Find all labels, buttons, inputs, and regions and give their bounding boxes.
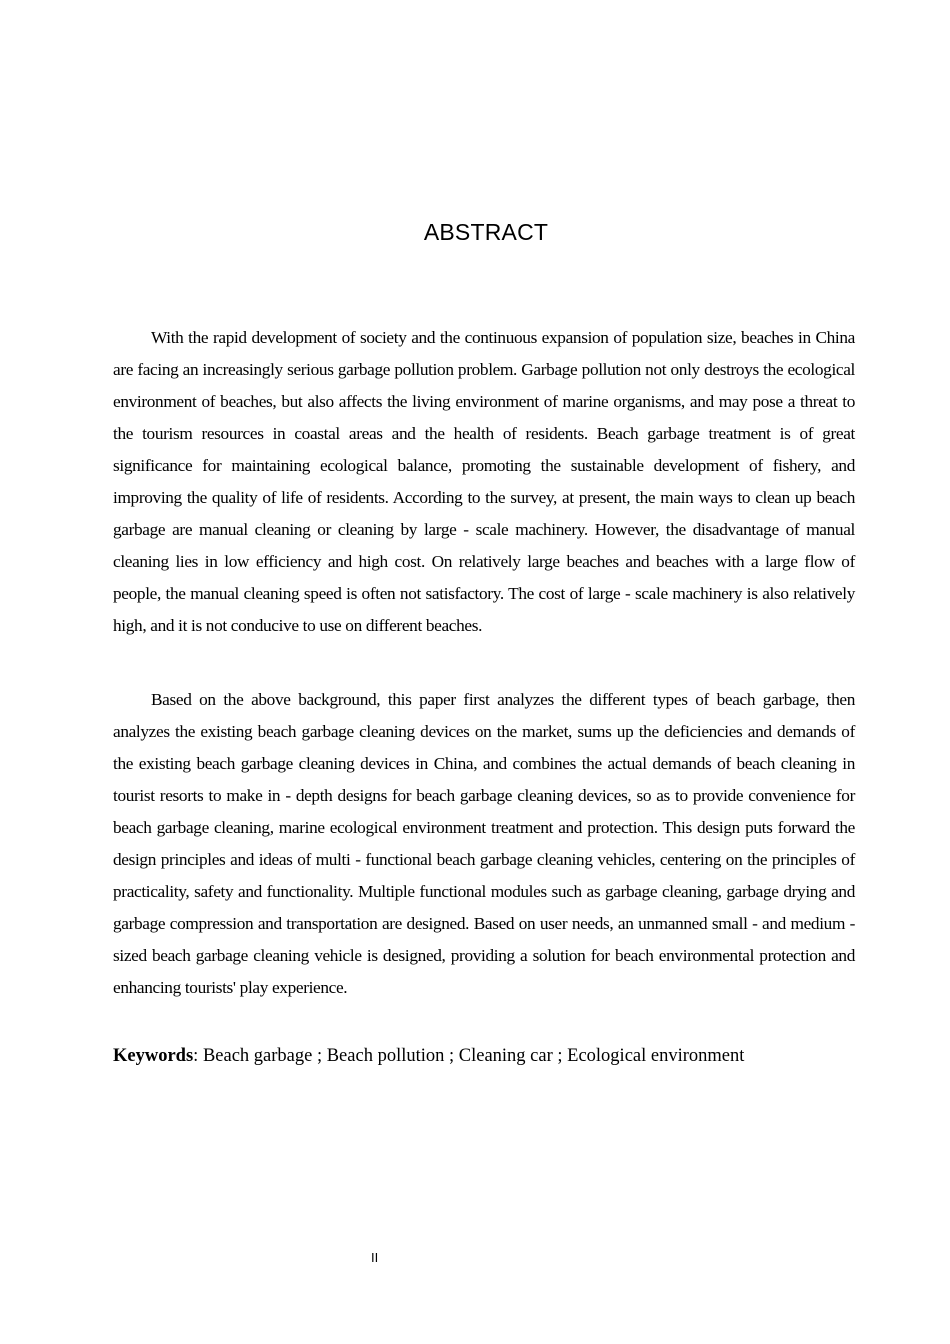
abstract-title: ABSTRACT	[423, 219, 549, 245]
keywords-separator: :	[193, 1046, 203, 1066]
keywords-line	[113, 1042, 744, 1070]
keywords-label: Keywords	[113, 1046, 194, 1066]
page-number: II	[371, 1250, 379, 1265]
abstract-paragraph-1: With the rapid development of society and the continuous expansion of population size, beaches in China are facing an increasingly serious garbage pollution problem. Garbage pollution not only destroys the ecological environment of beaches, but also affects the living environment of marine organisms, and may pose a threat to the tourism resources in coastal areas and the health of residents. Beach garbage treatment is of great significance for maintaining ecological balance, promoting the sustainable development of fishery, and improving the quality of life of residents. According to the survey, at present, the main ways to clean up beach garbage are manual cleaning or cleaning by large - scale machinery. However, the disadvantage of manual cleaning lies in low efficiency and high cost. On relatively large beaches and beaches with a large flow of people, the manual cleaning speed is often not satisfactory. The cost of large - scale machinery is also relatively high, and it is not conducive to use on different beaches.	[113, 328, 855, 635]
abstract-paragraph-2: Based on the above background, this paper first analyzes the different types of beach garbage, then analyzes the existing beach garbage cleaning devices on the market, sums up the deficiencies and demands of the existing beach garbage cleaning devices in China, and combines the actual demands of beach cleaning in tourist resorts to make in - depth designs for beach garbage cleaning devices, so as to provide convenience for beach garbage cleaning, marine ecological environment treatment and protection. This design puts forward the design principles and ideas of multi - functional beach garbage cleaning vehicles, centering on the principles of practicality, safety and functionality. Multiple functional modules such as garbage cleaning, garbage drying and garbage compression and transportation are designed. Based on user needs, an unmanned small - and medium - sized beach garbage cleaning vehicle is designed, providing a solution for beach environmental protection and enhancing tourists' play experience.	[113, 690, 855, 997]
keywords-text: Beach garbage ; Beach pollution ; Cleaning car ; Ecological environment	[202, 1046, 745, 1066]
